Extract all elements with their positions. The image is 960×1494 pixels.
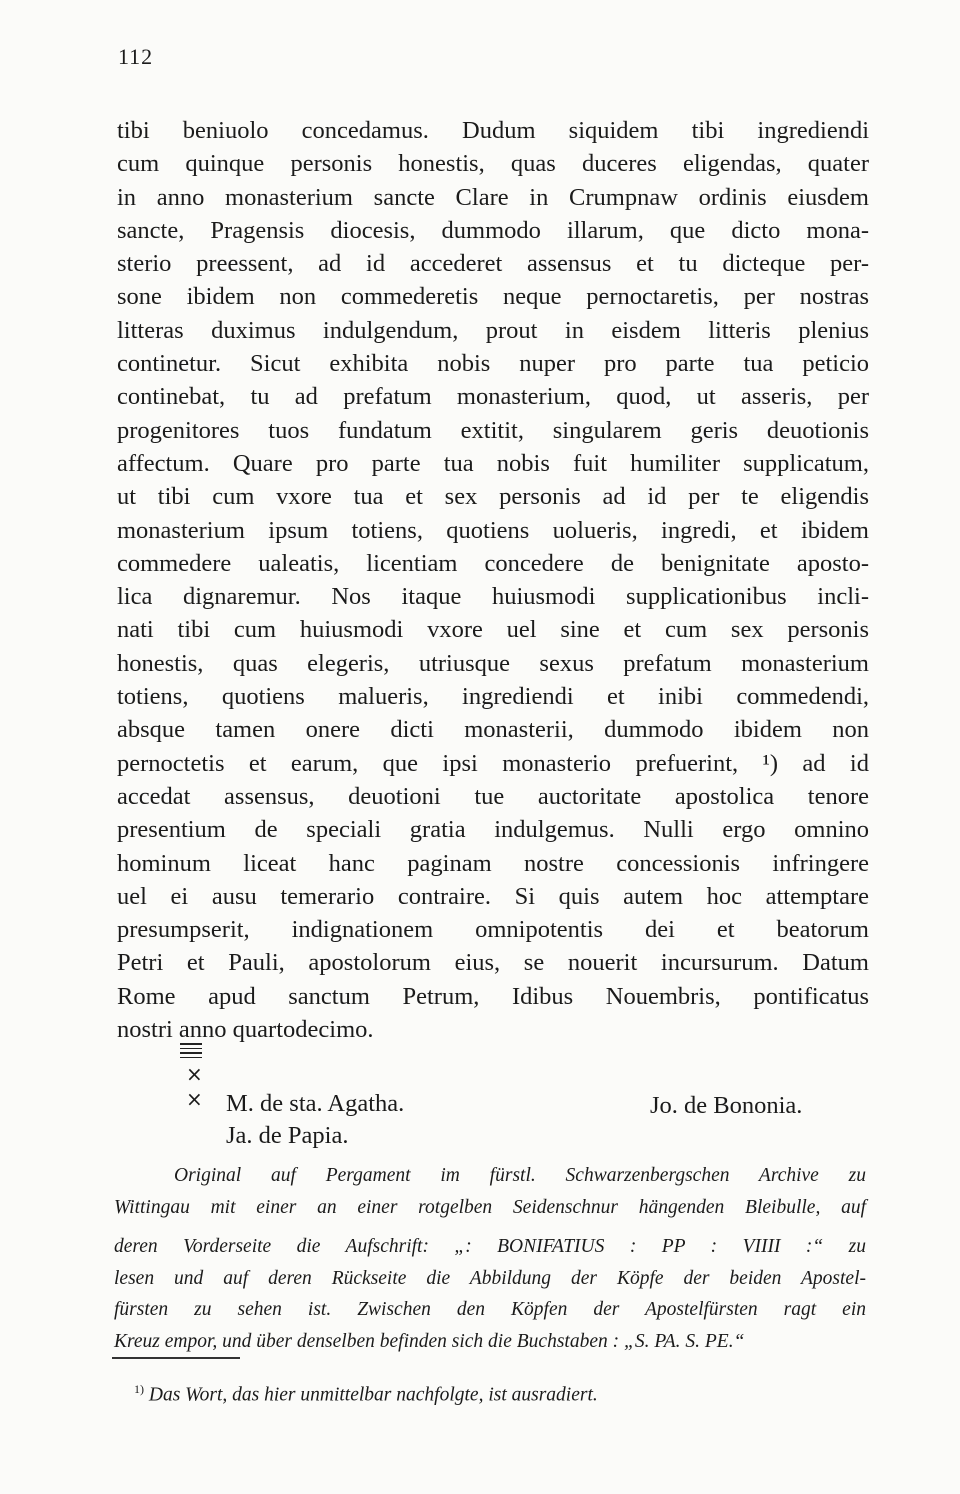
text-line: presentium de speciali gratia indulgemus. Nulli ergo omnino (117, 816, 869, 844)
note-line: Kreuz empor, und über denselben befinden sich die Buchstaben : „S. PA. S. PE.“ (114, 1330, 745, 1352)
text-line: continetur. Sicut exhibita nobis nuper pro parte tua peticio (117, 350, 869, 378)
page-number: 112 (118, 44, 154, 69)
text-line: uel ei ausu temerario contraire. Si quis autem hoc attemptare (117, 882, 869, 910)
text-line: nati tibi cum huiusmodi vxore uel sine et cum sex personis (117, 616, 869, 644)
note-line: Wittingau mit einer an einer rotgelben Seidenschnur hängenden Bleibulle, auf (114, 1196, 866, 1218)
text-line: sterio preessent, ad id accederet assensus et tu dicteque per- (117, 250, 869, 278)
text-line: in anno monasterium sancte Clare in Crumpnaw ordinis eiusdem (117, 183, 869, 211)
text-line: honestis, quas elegeris, utriusque sexus prefatum monasterium (117, 649, 869, 677)
text-line: monasterium ipsum totiens, quotiens uolueris, ingredi, et ibidem (117, 516, 869, 544)
footnote-marker: 1) (134, 1382, 144, 1396)
signature-left-2: Ja. de Papia. (226, 1122, 349, 1149)
text-line: affectum. Quare pro parte tua nobis fuit humiliter supplicatum, (117, 449, 869, 477)
registry-marks (180, 1040, 202, 1061)
text-line: litteras duximus indulgendum, prout in eisdem litteris plenius (117, 316, 869, 344)
cross-mark: × (186, 1087, 203, 1111)
registry-bar (180, 1057, 202, 1059)
text-line: cum quinque personis honestis, quas duceres eligendas, quater (117, 150, 869, 178)
signature-left-1: M. de sta. Agatha. (226, 1090, 405, 1117)
registry-bar (180, 1052, 202, 1054)
footnote-text: Das Wort, das hier unmittelbar nachfolgte, ist ausradiert. (148, 1384, 598, 1406)
archival-note (114, 1160, 866, 1357)
text-line: lica dignaremur. Nos itaque huiusmodi supplicationibus incli- (117, 583, 869, 611)
text-line: ut tibi cum vxore tua et sex personis ad id per te eligendis (117, 483, 869, 511)
text-line: accedat assensus, deuotioni tue auctoritate apostolica tenore (117, 782, 869, 810)
registry-bar (180, 1048, 202, 1050)
text-line: continebat, tu ad prefatum monasterium, quod, ut asseris, per (117, 383, 869, 411)
text-line: hominum liceat hanc paginam nostre concessionis infringere (117, 849, 869, 877)
text-line: absque tamen onere dicti monasterii, dummodo ibidem non (117, 716, 869, 744)
note-line: deren Vorderseite die Aufschrift: „: BONIFATIUS : PP : VIIII :“ zu (114, 1236, 866, 1257)
note-line: lesen und auf deren Rückseite die Abbildung der Köpfe der beiden Apostel- (114, 1267, 866, 1289)
cross-mark: × (186, 1062, 203, 1086)
charter-text (117, 114, 869, 1046)
text-line: presumpserit, indignationem omnipotentis dei et beatorum (117, 916, 869, 944)
text-line: pernoctetis et earum, que ipsi monasterio prefuerint, ¹) ad id (117, 749, 869, 777)
text-line: nostri anno quartodecimo. (117, 1016, 374, 1044)
text-line: tibi beniuolo concedamus. Dudum siquidem tibi ingrediendi (117, 117, 869, 144)
text-line: totiens, quotiens malueris, ingrediendi et inibi commedendi, (117, 683, 869, 711)
registry-bar (180, 1043, 202, 1045)
text-line: sone ibidem non commederetis neque pernoctaretis, per nostras (117, 283, 869, 311)
text-line: Rome apud sanctum Petrum, Idibus Nouembris, pontificatus (117, 982, 869, 1010)
footnote-rule (112, 1357, 240, 1359)
note-line: Original auf Pergament im fürstl. Schwarzenbergschen Archive zu (174, 1165, 866, 1186)
text-line: sancte, Pragensis diocesis, dummodo illarum, que dicto mona- (117, 216, 869, 244)
text-line: progenitores tuos fundatum extitit, singularem geris deuotionis (117, 416, 869, 444)
text-line: commedere ualeatis, licentiam concedere de benignitate aposto- (117, 549, 869, 577)
signature-right: Jo. de Bononia. (650, 1092, 803, 1119)
footnote (134, 1382, 598, 1407)
note-line: fürsten zu sehen ist. Zwischen den Köpfen der Apostelfürsten ragt ein (114, 1299, 866, 1320)
text-line: Petri et Pauli, apostolorum eius, se nouerit incursurum. Datum (117, 949, 869, 977)
